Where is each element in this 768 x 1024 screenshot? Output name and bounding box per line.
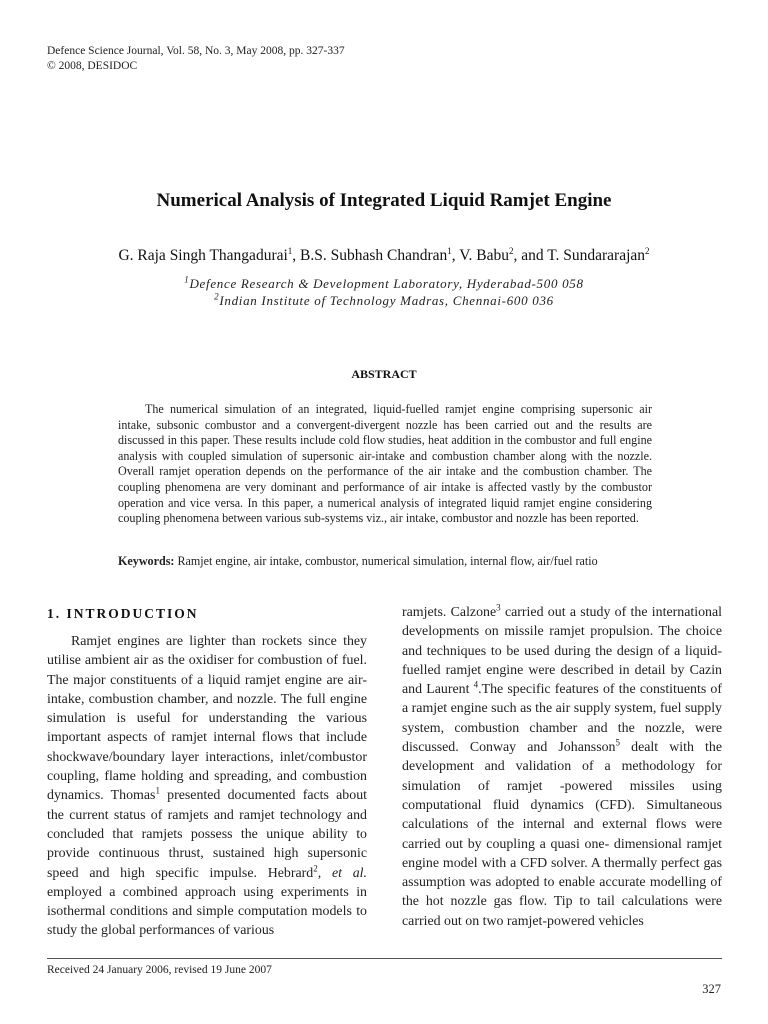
author-name: B.S. Subhash Chandran [300,247,448,264]
copyright-line: © 2008, DESIDOC [47,60,138,72]
abstract-heading: ABSTRACT [351,367,417,381]
journal-header [47,44,345,74]
affiliation-text: Indian Institute of Technology Madras, Chennai-600 036 [219,293,554,308]
page-number: 327 [702,982,721,996]
section-heading-introduction: 1. INTRODUCTION [47,606,199,621]
journal-citation: Defence Science Journal, Vol. 58, No. 3, May 2008, pp. 327-337 [47,45,345,57]
reference-mark: 4 [473,679,479,690]
affiliation-mark: 2 [214,291,220,302]
intro-left-column: Ramjet engines are lighter than rockets since they utilise ambient air as the oxidiser for combustion of fuel. The major constituents of a liquid ramjet engine are air-intake, combustion chamber, and nozzle. The full engine simulation is useful for understanding the various important aspects of ramjet internal flows that include shockwave/boundary layer interactions, inlet/combustor coupling, flame holding and spreading, and combustion dynamics. Thomas$^1$ presented documented facts about the current status of ramjets and ramjet technology and concluded that ramjets possess the unique ability to provide continuous thrust, sustained high supersonic speed and high specific impulse. Hebrard$^2$, et al. employed a combined approach using experiments in isothermal conditions and simple computation models to study the global performances of various [47,634,367,939]
author-affiliation-mark: 2 [508,245,514,256]
reference-mark: 2 [313,862,318,873]
author-affiliation-mark: 2 [645,245,650,256]
paper-title: Numerical Analysis of Integrated Liquid Ramjet Engine [156,190,612,211]
reference-mark: 1 [155,785,160,796]
author-name: T. Sundararajan [547,247,646,264]
footer-divider [47,958,722,959]
affiliation-mark: 1 [184,274,190,285]
affiliation-text: Defence Research & Development Laboratory, Hyderabad-500 058 [189,276,584,291]
author-name: V. Babu [459,247,509,264]
affiliation-2 [0,293,768,309]
author-affiliation-mark: 1 [447,245,452,256]
keywords-label: Keywords: [118,554,175,568]
affiliation-1 [0,276,768,292]
received-footnote: Received 24 January 2006, revised 19 June 2007 [47,964,272,976]
keywords-list: Ramjet engine, air intake, combustor, numerical simulation, internal flow, air/fuel ratio [174,554,598,568]
intro-right-column: ramjets. Calzone$^3$ carried out a study of the international developments on missile ramjet propulsion. The choice and techniques to be used during the design of a liquid-fuelled ramjet engine were described in detail by Cazin and Laurent $^4$.The specific features of the constituents of a ramjet engine such as the air supply system, fuel supply system, combustion chamber and the nozzle, were discussed. Conway and Johansson$^5$ dealt with the development and validation of a methodology for simulation of ramjet -powered missiles using computational fluid dynamics (CFD). Simultaneous calculations of the internal and external flows were carried out by coupling a quasi one- dimensional ramjet engine model with a CFD solver. A thermally perfect gas assumption was adopted to enable accurate modelling of the hot nozzle gas flow. Tip to tail calculations were carried out on two ramjet-powered vehicles [402,602,723,929]
author-list: G. Raja Singh Thangadurai$^1$, B.S. Subhash Chandran$^1$, V. Babu$^2$, and T. Sundararajan$^2$ [118,245,650,264]
reference-mark: 5 [615,737,621,748]
author-name: G. Raja Singh Thangadurai [118,247,288,264]
abstract-text: The numerical simulation of an integrated, liquid-fuelled ramjet engine comprising supersonic air intake, subsonic combustor and a convergent-divergent nozzle has been carried out and the results are discussed in this paper. These results include cold flow studies, heat addition in the combustor and full engine analysis with coupled simulation of supersonic air-intake and combustion chamber along with the nozzle. Overall ramjet operation depends on the performance of the air intake and the combustion chamber. The coupling phenomena are very dominant and performance of air intake is affected vastly by the combustor operation and vice versa. In this paper, a numerical analysis of integrated liquid ramjet engine considering coupling phenomena between various sub-systems viz., air intake, combustor and nozzle has been reported. [118,402,652,526]
keywords [118,554,678,569]
author-affiliation-mark: 1 [287,245,293,256]
reference-mark: 3 [496,602,501,613]
